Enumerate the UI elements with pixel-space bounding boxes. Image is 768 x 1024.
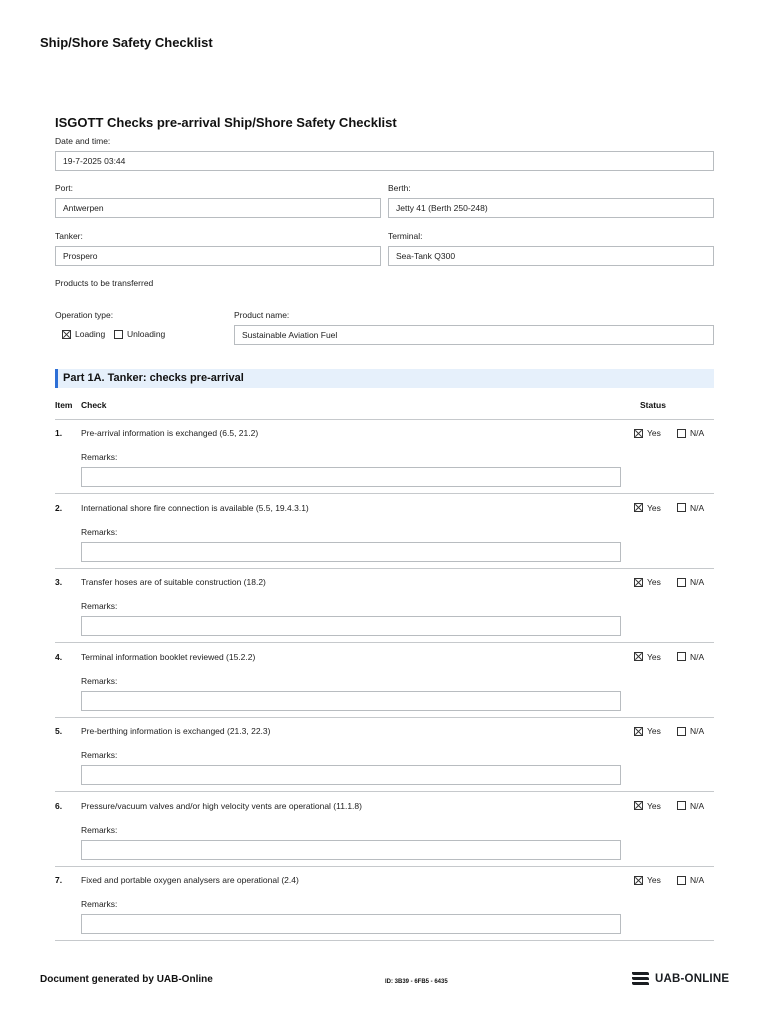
tanker-field[interactable]: Prospero	[55, 246, 381, 266]
remarks-input[interactable]	[81, 691, 621, 711]
na-checkbox[interactable]	[677, 578, 686, 587]
status-na-option[interactable]	[677, 652, 704, 662]
check-text: Pre-arrival information is exchanged (6.5, 21.2)	[81, 428, 259, 438]
yes-label: Yes	[647, 577, 661, 587]
na-label: N/A	[690, 502, 705, 513]
terminal-field[interactable]: Sea-Tank Q300	[388, 246, 714, 266]
status-yes-option[interactable]	[634, 875, 661, 885]
port-field[interactable]: Antwerpen	[55, 198, 381, 218]
section-heading: Part 1A. Tanker: checks pre-arrival	[55, 369, 714, 388]
yes-label: Yes	[647, 502, 661, 513]
row-divider	[55, 493, 714, 494]
remarks-label: Remarks:	[81, 452, 118, 462]
yes-checkbox[interactable]	[634, 727, 643, 736]
check-text: Transfer hoses are of suitable construction (18.2)	[81, 577, 266, 587]
row-divider	[55, 717, 714, 718]
terminal-label: Terminal:	[388, 231, 423, 241]
na-checkbox[interactable]	[677, 652, 686, 661]
status-na-option[interactable]	[677, 503, 704, 513]
na-label: N/A	[690, 875, 705, 885]
remarks-input[interactable]	[81, 840, 621, 860]
column-header-item: Item	[55, 400, 73, 410]
na-checkbox[interactable]	[677, 429, 686, 438]
header-divider	[55, 419, 714, 420]
yes-label: Yes	[647, 428, 661, 438]
remarks-input[interactable]	[81, 616, 621, 636]
remarks-input[interactable]	[81, 765, 621, 785]
remarks-label: Remarks:	[81, 601, 118, 611]
yes-label: Yes	[647, 875, 661, 885]
product-name-field[interactable]: Sustainable Aviation Fuel	[234, 325, 714, 345]
item-number: 5.	[55, 726, 63, 736]
remarks-label: Remarks:	[81, 824, 118, 835]
item-number: 3.	[55, 577, 63, 587]
na-label: N/A	[690, 428, 705, 438]
yes-checkbox[interactable]	[634, 578, 643, 587]
row-divider	[55, 568, 714, 569]
product-name-label: Product name:	[234, 310, 290, 320]
na-label: N/A	[690, 726, 705, 736]
item-number: 2.	[55, 502, 63, 513]
berth-label: Berth:	[388, 183, 411, 193]
row-divider	[55, 791, 714, 792]
port-label: Port:	[55, 183, 73, 193]
yes-checkbox[interactable]	[634, 876, 643, 885]
remarks-label: Remarks:	[81, 750, 118, 760]
na-checkbox[interactable]	[677, 801, 686, 810]
status-na-option[interactable]	[677, 428, 704, 438]
status-yes-option[interactable]	[634, 503, 661, 513]
na-checkbox[interactable]	[677, 727, 686, 736]
item-number: 4.	[55, 651, 63, 662]
remarks-input[interactable]	[81, 542, 621, 562]
date-label: Date and time:	[55, 136, 111, 146]
unloading-checkbox[interactable]	[114, 330, 123, 339]
document-id: ID: 3B39 - 6FB5 - 6435	[385, 979, 448, 985]
loading-label: Loading	[75, 329, 106, 339]
na-label: N/A	[690, 651, 705, 662]
row-divider	[55, 866, 714, 867]
loading-checkbox[interactable]	[62, 330, 71, 339]
form-title: ISGOTT Checks pre-arrival Ship/Shore Safety Checklist	[55, 115, 397, 130]
item-number: 6.	[55, 800, 63, 811]
yes-label: Yes	[647, 651, 661, 662]
footer-generated-text: Document generated by UAB-Online	[40, 974, 213, 985]
remarks-input[interactable]	[81, 914, 621, 934]
status-na-option[interactable]	[677, 726, 704, 736]
na-label: N/A	[690, 800, 705, 811]
check-text: Pressure/vacuum valves and/or high velocity vents are operational (11.1.8)	[81, 800, 362, 811]
products-label: Products to be transferred	[55, 278, 154, 288]
yes-checkbox[interactable]	[634, 503, 643, 512]
row-divider	[55, 642, 714, 643]
operation-type-label: Operation type:	[55, 310, 114, 320]
remarks-label: Remarks:	[81, 899, 118, 909]
column-header-check: Check	[81, 400, 107, 410]
item-number: 7.	[55, 875, 63, 885]
uab-online-logo	[631, 971, 729, 986]
loading-option[interactable]	[62, 329, 105, 339]
uab-logo-icon	[631, 971, 650, 986]
status-yes-option[interactable]	[634, 726, 661, 736]
status-yes-option[interactable]	[634, 428, 661, 438]
row-divider	[55, 940, 714, 941]
yes-label: Yes	[647, 726, 661, 736]
yes-checkbox[interactable]	[634, 801, 643, 810]
na-label: N/A	[690, 577, 705, 587]
check-text: Pre-berthing information is exchanged (21.3, 22.3)	[81, 726, 271, 736]
status-na-option[interactable]	[677, 577, 704, 587]
logo-text: UAB-ONLINE	[655, 972, 730, 985]
check-text: Terminal information booklet reviewed (15.2.2)	[81, 651, 256, 662]
berth-field[interactable]: Jetty 41 (Berth 250-248)	[388, 198, 714, 218]
unloading-option[interactable]	[114, 329, 165, 339]
status-yes-option[interactable]	[634, 652, 661, 662]
remarks-input[interactable]	[81, 467, 621, 487]
status-yes-option[interactable]	[634, 577, 661, 587]
na-checkbox[interactable]	[677, 876, 686, 885]
status-na-option[interactable]	[677, 801, 704, 811]
check-text: International shore fire connection is available (5.5, 19.4.3.1)	[81, 502, 309, 513]
yes-label: Yes	[647, 800, 661, 811]
check-text: Fixed and portable oxygen analysers are operational (2.4)	[81, 875, 299, 885]
remarks-label: Remarks:	[81, 526, 118, 537]
yes-checkbox[interactable]	[634, 652, 643, 661]
status-na-option[interactable]	[677, 875, 704, 885]
remarks-label: Remarks:	[81, 675, 118, 686]
column-header-status: Status	[640, 400, 666, 410]
date-field[interactable]: 19-7-2025 03:44	[55, 151, 714, 171]
unloading-label: Unloading	[127, 329, 166, 339]
yes-checkbox[interactable]	[634, 429, 643, 438]
tanker-label: Tanker:	[55, 231, 83, 241]
document-title: Ship/Shore Safety Checklist	[40, 35, 213, 50]
item-number: 1.	[55, 428, 63, 438]
na-checkbox[interactable]	[677, 503, 686, 512]
status-yes-option[interactable]	[634, 801, 661, 811]
